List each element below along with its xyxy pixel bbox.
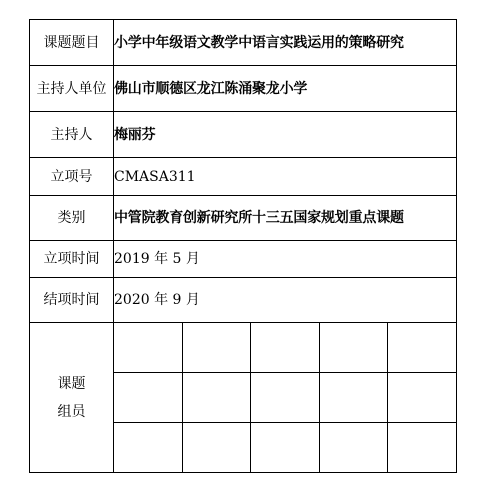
field-label-start-date: 立项时间: [30, 241, 114, 278]
table-row: [30, 66, 457, 112]
members-label-line2: 组员: [57, 403, 86, 420]
field-label-category: 类别: [30, 196, 114, 241]
members-grid-row: [114, 423, 456, 473]
project-info-table: [29, 19, 457, 473]
member-cell: [251, 423, 319, 473]
member-cell: [319, 373, 387, 423]
field-label-members: [30, 323, 114, 473]
member-cell: [114, 323, 182, 373]
field-label-end-date: 结项时间: [30, 278, 114, 323]
field-value-project-number: CMASA311: [114, 158, 457, 196]
members-grid-container: [114, 323, 457, 473]
table-row: [30, 278, 457, 323]
member-cell: [388, 323, 456, 373]
member-cell: [114, 423, 182, 473]
member-cell: [114, 373, 182, 423]
member-cell: [319, 423, 387, 473]
table-row: [30, 241, 457, 278]
members-grid-row: [114, 373, 456, 423]
members-grid: [114, 323, 456, 472]
table-row: [30, 196, 457, 241]
field-value-end-date: 2020 年 9 月: [114, 278, 457, 323]
member-cell: [251, 373, 319, 423]
field-label-host-unit: 主持人单位: [30, 66, 114, 112]
field-value-topic: 小学中年级语文教学中语言实践运用的策略研究: [114, 20, 457, 66]
field-label-topic: 课题题目: [30, 20, 114, 66]
table-row-members: [30, 323, 457, 473]
member-cell: [388, 373, 456, 423]
field-value-host-unit: 佛山市顺德区龙江陈涌聚龙小学: [114, 66, 457, 112]
field-value-start-date: 2019 年 5 月: [114, 241, 457, 278]
table-row: [30, 112, 457, 158]
table-row: [30, 20, 457, 66]
member-cell: [182, 423, 250, 473]
field-label-project-number: 立项号: [30, 158, 114, 196]
members-grid-row: [114, 323, 456, 373]
members-label-line1: 课题: [57, 375, 86, 392]
member-cell: [182, 373, 250, 423]
table-row: [30, 158, 457, 196]
member-cell: [319, 323, 387, 373]
member-cell: [388, 423, 456, 473]
field-value-host: 梅丽芬: [114, 112, 457, 158]
member-cell: [251, 323, 319, 373]
field-label-host: 主持人: [30, 112, 114, 158]
field-value-category: 中管院教育创新研究所十三五国家规划重点课题: [114, 196, 457, 241]
member-cell: [182, 323, 250, 373]
